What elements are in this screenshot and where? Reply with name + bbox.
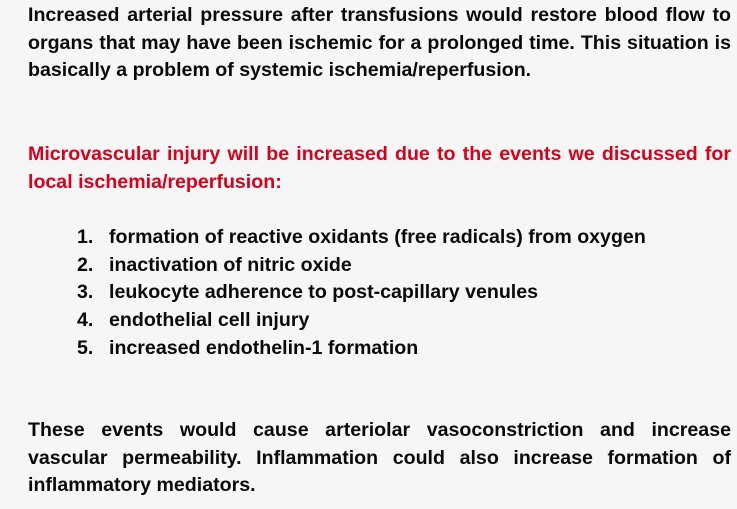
list-item-text: increased endothelin-1 formation (109, 336, 419, 359)
list-item (77, 307, 677, 335)
list-item-number: 1. (77, 226, 94, 248)
list-item-text: leukocyte adherence to post-capillary venules (109, 281, 539, 304)
conclusion-paragraph: These events would cause arteriolar vasoconstriction and increase vascular permeability. Inflammation could also increase formation of inflammatory mediators. (28, 419, 731, 497)
events-list (77, 224, 677, 363)
list-item-text: endothelial cell injury (109, 309, 310, 332)
list-item-number: 2. (77, 253, 94, 276)
list-item (77, 279, 677, 307)
list-item-text: formation of reactive oxidants (free radicals) from oxygen (109, 226, 646, 248)
list-item (77, 224, 677, 252)
list-item-number: 4. (77, 309, 94, 332)
intro-paragraph: Increased arterial pressure after transfusions would restore blood flow to organs that may have been ischemic for a prolonged time. This situation is basically a problem of systemic ischemia/reperfusion. (28, 4, 731, 82)
highlight-paragraph: Microvascular injury will be increased due to the events we discussed for local ischemia/reperfusion: (28, 143, 731, 193)
list-item (77, 252, 677, 280)
list-item (77, 335, 677, 363)
list-item-number: 3. (77, 281, 94, 304)
list-item-number: 5. (77, 336, 94, 359)
list-item-text: inactivation of nitric oxide (109, 253, 352, 276)
